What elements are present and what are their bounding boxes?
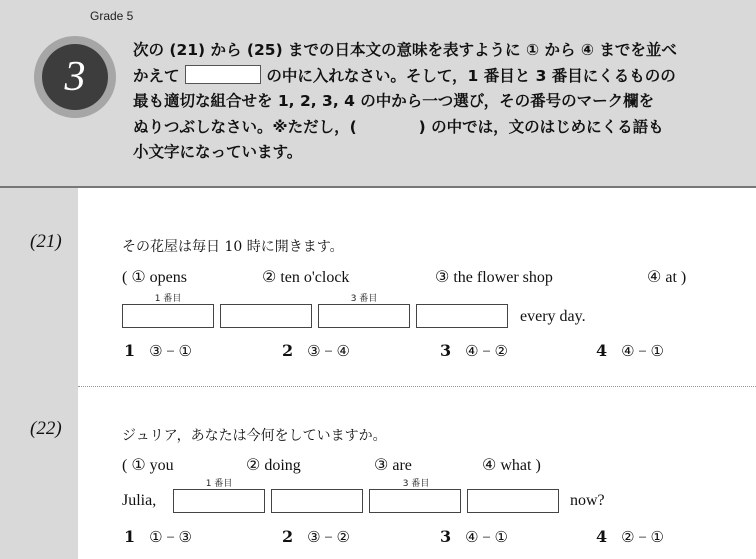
option-3: ③ the flower shop xyxy=(435,269,553,286)
answer-choice-2[interactable]: 2 ③ − ④ xyxy=(282,341,350,360)
section-number-badge: 3 xyxy=(42,44,108,110)
instruction-line-1: 次の (21) から (25) までの日本文の意味を表すように ① から ④ までを並べ xyxy=(133,41,677,59)
third-position-label: 3 番目 xyxy=(402,479,430,489)
answer-slot-2 xyxy=(271,489,363,513)
answer-choice-1[interactable]: 1 ③ − ① xyxy=(124,341,192,360)
sentence-suffix: every day. xyxy=(520,308,586,325)
option-1: ( ① opens xyxy=(122,269,187,286)
option-3: ③ are xyxy=(374,457,412,474)
answer-choice-1[interactable]: 1 ① − ③ xyxy=(124,527,192,546)
answer-slot-2 xyxy=(220,304,312,328)
answer-slot-1 xyxy=(122,304,214,328)
option-2: ② doing xyxy=(246,457,301,474)
option-4: ④ at ) xyxy=(647,269,687,286)
answer-choice-3[interactable]: 3 ④ − ① xyxy=(440,527,508,546)
answer-choice-3[interactable]: 3 ④ − ② xyxy=(440,341,508,360)
header-divider xyxy=(0,186,756,188)
first-position-label: 1 番目 xyxy=(205,479,233,489)
answer-slot-3 xyxy=(369,489,461,513)
question-number: (21) xyxy=(30,231,62,252)
grade-label: Grade 5 xyxy=(90,9,134,23)
sentence-suffix: now? xyxy=(570,492,605,509)
sentence-prefix: Julia, xyxy=(122,492,157,509)
instruction-line-2: かえて の中に入れなさい。そして，1 番目と 3 番目にくるものの xyxy=(133,66,676,85)
question-japanese: ジュリア，あなたは今何をしていますか。 xyxy=(122,428,387,444)
inline-blank-box xyxy=(185,65,261,84)
question-number: (22) xyxy=(30,418,62,439)
answer-slot-1 xyxy=(173,489,265,513)
answer-slot-4 xyxy=(416,304,508,328)
first-position-label: 1 番目 xyxy=(154,294,182,304)
third-position-label: 3 番目 xyxy=(350,294,378,304)
question-divider xyxy=(78,386,756,387)
question-japanese: その花屋は毎日 10 時に開きます。 xyxy=(122,239,344,255)
instruction-line-4: ぬりつぶしなさい。※ただし，( ) の中では，文のはじめにくる語も xyxy=(133,117,664,136)
answer-choice-4[interactable]: 4 ④ − ① xyxy=(596,341,664,360)
instructions xyxy=(133,38,738,166)
option-2: ② ten o'clock xyxy=(262,269,350,286)
answer-slot-4 xyxy=(467,489,559,513)
option-4: ④ what ) xyxy=(482,457,541,474)
option-1: ( ① you xyxy=(122,457,174,474)
instruction-line-3: 最も適切な組合せを 1, 2, 3, 4 の中から一つ選び，その番号のマーク欄を xyxy=(133,92,655,110)
instruction-line-5: 小文字になっています。 xyxy=(133,143,303,161)
answer-slot-3 xyxy=(318,304,410,328)
answer-choice-2[interactable]: 2 ③ − ② xyxy=(282,527,350,546)
answer-choice-4[interactable]: 4 ② − ① xyxy=(596,527,664,546)
